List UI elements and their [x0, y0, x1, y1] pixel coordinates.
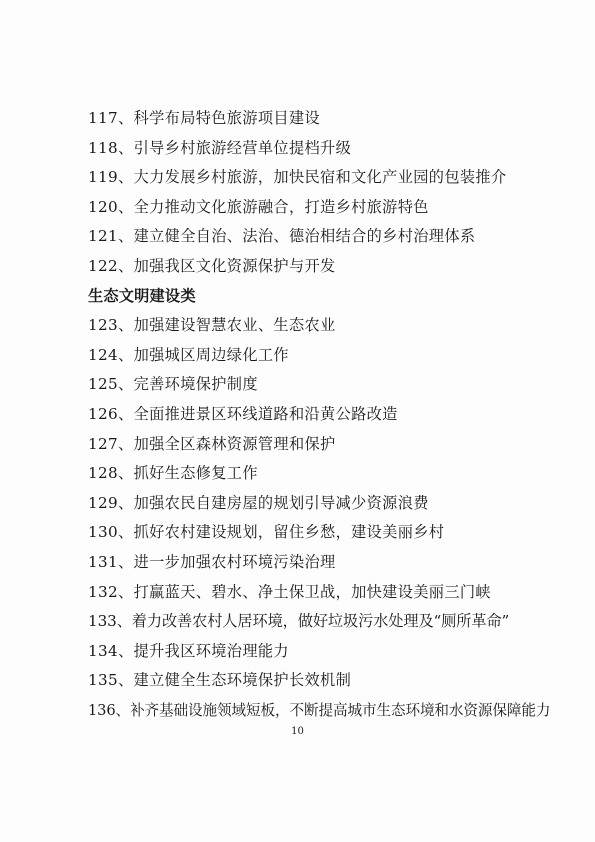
- item-number: 128、: [88, 464, 134, 483]
- list-item: [88, 459, 558, 489]
- item-number: 126、: [88, 404, 134, 423]
- item-text: 建立健全生态环境保护长效机制: [133, 671, 352, 690]
- list-item: [88, 489, 558, 519]
- item-number: 120、: [88, 197, 134, 216]
- document-content: [88, 104, 558, 725]
- item-text: 加强全区森林资源管理和保护: [133, 434, 336, 453]
- list-item: [88, 311, 558, 341]
- item-number: 136、: [88, 701, 131, 719]
- list-item: [88, 518, 558, 548]
- list-item: [88, 696, 558, 726]
- item-number: 134、: [88, 641, 134, 660]
- item-text: 加强城区周边绿化工作: [133, 345, 289, 364]
- item-number: 119、: [88, 168, 134, 187]
- list-item: [88, 370, 558, 400]
- list-item: [88, 252, 558, 282]
- list-item: [88, 548, 558, 578]
- item-number: 122、: [88, 256, 134, 275]
- list-item: [88, 578, 558, 608]
- list-item: [88, 193, 558, 223]
- item-text: 全面推进景区环线道路和沿黄公路改造: [133, 404, 398, 423]
- item-text: 加强农民自建房屋的规划引导减少资源浪费: [133, 493, 429, 512]
- list-item: [88, 104, 558, 134]
- item-text: 提升我区环境治理能力: [133, 641, 289, 660]
- item-text: 完善环境保护制度: [133, 375, 258, 394]
- item-number: 117、: [88, 109, 134, 127]
- list-item: [88, 341, 558, 371]
- item-text: 大力发展乡村旅游，加快民宿和文化产业园的包装推介: [133, 168, 507, 187]
- item-text: 着力改善农村人居环境，做好垃圾污水处理及“厕所革命”: [131, 612, 510, 631]
- list-item: [88, 637, 558, 667]
- item-text: 全力推动文化旅游融合，打造乡村旅游特色: [133, 197, 429, 216]
- item-number: 133、: [88, 612, 132, 631]
- item-text: 加强建设智慧农业、生态农业: [133, 316, 336, 335]
- item-text: 加强我区文化资源保护与开发: [133, 256, 336, 275]
- item-text: 抓好生态修复工作: [133, 464, 258, 483]
- list-item: [88, 400, 558, 430]
- list-item: [88, 134, 558, 164]
- section-heading: 生态文明建设类: [88, 286, 196, 305]
- item-number: 132、: [88, 582, 134, 601]
- item-text: 打赢蓝天、碧水、净土保卫战，加快建设美丽三门峡: [133, 582, 491, 601]
- item-number: 125、: [88, 375, 134, 394]
- item-text: 建立健全自治、法治、德治相结合的乡村治理体系: [133, 227, 476, 246]
- page-number: 10: [291, 726, 304, 737]
- item-number: 118、: [88, 138, 134, 157]
- item-number: 123、: [88, 316, 134, 335]
- list-item: [88, 430, 558, 460]
- item-text: 引导乡村旅游经营单位提档升级: [133, 138, 352, 157]
- item-text: 科学布局特色旅游项目建设: [133, 109, 321, 127]
- list-item: [88, 607, 558, 637]
- list-item: [88, 666, 558, 696]
- item-text: 补齐基础设施领域短板，不断提高城市生态环境和水资源保障能力: [130, 701, 551, 719]
- item-number: 124、: [88, 345, 134, 364]
- item-text: 进一步加强农村环境污染治理: [133, 552, 336, 571]
- list-item: [88, 163, 558, 193]
- item-number: 121、: [88, 227, 134, 246]
- item-number: 129、: [88, 493, 134, 512]
- item-number: 130、: [88, 523, 134, 542]
- item-text: 抓好农村建设规划，留住乡愁，建设美丽乡村: [133, 523, 445, 542]
- item-number: 135、: [88, 671, 134, 690]
- list-item: [88, 222, 558, 252]
- item-number: 131、: [88, 552, 134, 571]
- item-number: 127、: [88, 434, 134, 453]
